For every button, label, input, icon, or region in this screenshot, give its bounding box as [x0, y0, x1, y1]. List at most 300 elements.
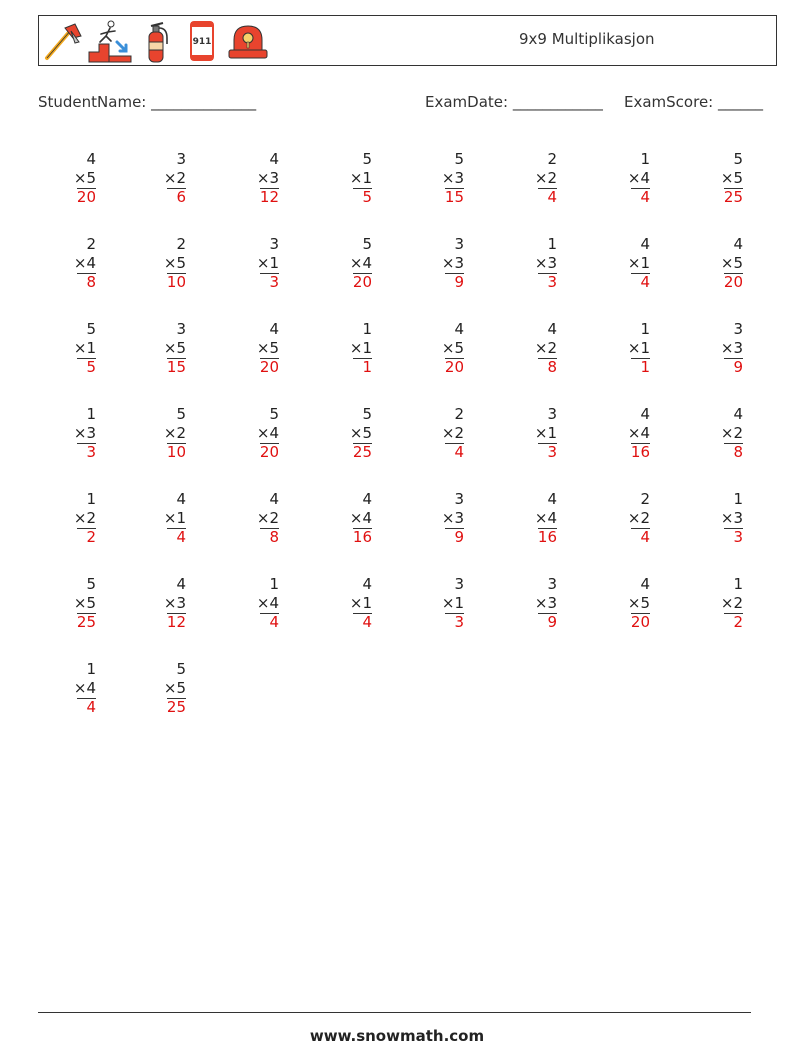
multiplicand: 4 [640, 235, 650, 253]
multiplier [442, 594, 464, 613]
problem-item [126, 575, 186, 639]
multiplier [350, 169, 372, 188]
answer: 16 [352, 528, 372, 546]
multiplicand: 4 [269, 320, 279, 338]
answer: 9 [454, 273, 464, 291]
icon-row [41, 18, 271, 64]
answer: 2 [733, 613, 743, 631]
problem-item [590, 575, 650, 639]
answer: 25 [166, 698, 186, 716]
times-sign: × [349, 424, 363, 442]
problem-item [36, 660, 96, 724]
answer: 12 [259, 188, 279, 206]
multiplier-value: 5 [176, 679, 186, 697]
multiplicand: 3 [733, 320, 743, 338]
multiplicand: 1 [269, 575, 279, 593]
multiplier-value: 3 [269, 169, 279, 187]
answer: 20 [259, 358, 279, 376]
problem-item [683, 575, 743, 639]
multiplier [721, 169, 743, 188]
multiplicand: 4 [454, 320, 464, 338]
problem-item [36, 405, 96, 469]
problem-item [312, 405, 372, 469]
answer: 20 [444, 358, 464, 376]
times-sign: × [534, 339, 548, 357]
multiplier-value: 1 [362, 594, 372, 612]
times-sign: × [441, 594, 455, 612]
multiplier [628, 509, 650, 528]
times-sign: × [441, 424, 455, 442]
multiplier-value: 5 [176, 254, 186, 272]
problem-item [590, 235, 650, 299]
multiplier [535, 424, 557, 443]
answer: 4 [362, 613, 372, 631]
answer: 8 [86, 273, 96, 291]
multiplier-value: 4 [640, 424, 650, 442]
emergency-exit-icon [87, 18, 133, 64]
multiplier [74, 339, 96, 358]
problem-item [404, 405, 464, 469]
multiplicand: 1 [86, 405, 96, 423]
times-sign: × [627, 339, 641, 357]
answer: 8 [269, 528, 279, 546]
multiplier-value: 1 [640, 339, 650, 357]
answer: 25 [352, 443, 372, 461]
answer: 20 [630, 613, 650, 631]
multiplier [628, 169, 650, 188]
answer: 15 [166, 358, 186, 376]
multiplier-value: 4 [362, 509, 372, 527]
multiplier-value: 5 [176, 339, 186, 357]
fire-extinguisher-icon [133, 18, 179, 64]
multiplier-value: 2 [733, 594, 743, 612]
problem-item [497, 235, 557, 299]
problem-item [36, 320, 96, 384]
multiplier-value: 1 [362, 339, 372, 357]
times-sign: × [163, 254, 177, 272]
problem-item [219, 235, 279, 299]
times-sign: × [534, 509, 548, 527]
multiplier [535, 594, 557, 613]
multiplier [442, 424, 464, 443]
multiplicand: 4 [640, 405, 650, 423]
problem-item [312, 235, 372, 299]
multiplicand: 1 [733, 575, 743, 593]
answer: 10 [166, 443, 186, 461]
problem-item [219, 490, 279, 554]
times-sign: × [720, 594, 734, 612]
answer: 15 [444, 188, 464, 206]
times-sign: × [627, 169, 641, 187]
multiplier-value: 4 [640, 169, 650, 187]
multiplicand: 1 [362, 320, 372, 338]
times-sign: × [441, 509, 455, 527]
multiplier [164, 339, 186, 358]
multiplier-value: 2 [547, 339, 557, 357]
multiplier-value: 3 [86, 424, 96, 442]
problem-item [497, 405, 557, 469]
multiplier [721, 254, 743, 273]
times-sign: × [534, 169, 548, 187]
answer: 4 [640, 273, 650, 291]
multiplier [628, 424, 650, 443]
times-sign: × [73, 509, 87, 527]
multiplier [257, 169, 279, 188]
problem-item [126, 235, 186, 299]
multiplicand: 2 [176, 235, 186, 253]
multiplicand: 5 [86, 575, 96, 593]
times-sign: × [256, 339, 270, 357]
problem-item [404, 150, 464, 214]
sheet-title: 9x9 Multiplikasjon [519, 30, 655, 48]
problem-item [219, 150, 279, 214]
multiplier-value: 2 [733, 424, 743, 442]
multiplier [628, 339, 650, 358]
multiplicand: 2 [454, 405, 464, 423]
answer: 4 [640, 528, 650, 546]
multiplier [164, 679, 186, 698]
multiplier-value: 1 [547, 424, 557, 442]
problem-item [312, 575, 372, 639]
multiplier [74, 169, 96, 188]
multiplier-value: 2 [269, 509, 279, 527]
multiplier-value: 4 [547, 509, 557, 527]
multiplicand: 1 [733, 490, 743, 508]
multiplier-value: 2 [547, 169, 557, 187]
multiplier-value: 4 [86, 254, 96, 272]
times-sign: × [627, 509, 641, 527]
problem-item [312, 150, 372, 214]
problem-item [590, 150, 650, 214]
multiplicand: 3 [176, 320, 186, 338]
multiplicand: 1 [640, 320, 650, 338]
multiplier [442, 509, 464, 528]
multiplicand: 4 [547, 490, 557, 508]
answer: 9 [454, 528, 464, 546]
problem-item [219, 405, 279, 469]
times-sign: × [163, 169, 177, 187]
multiplicand: 5 [176, 405, 186, 423]
answer: 20 [723, 273, 743, 291]
problem-item [590, 320, 650, 384]
multiplier-value: 1 [86, 339, 96, 357]
times-sign: × [163, 339, 177, 357]
multiplier [257, 424, 279, 443]
times-sign: × [627, 424, 641, 442]
multiplicand: 4 [269, 150, 279, 168]
times-sign: × [441, 339, 455, 357]
multiplicand: 4 [733, 405, 743, 423]
answer: 3 [86, 443, 96, 461]
multiplicand: 5 [362, 150, 372, 168]
multiplicand: 3 [454, 575, 464, 593]
multiplier-value: 2 [176, 424, 186, 442]
exam-date-field: ExamDate: ____________ [425, 93, 603, 111]
multiplier [350, 594, 372, 613]
multiplier [628, 254, 650, 273]
multiplicand: 2 [547, 150, 557, 168]
multiplier [164, 594, 186, 613]
times-sign: × [534, 254, 548, 272]
times-sign: × [73, 594, 87, 612]
multiplier-value: 5 [640, 594, 650, 612]
multiplier [350, 509, 372, 528]
multiplier-value: 4 [269, 424, 279, 442]
times-sign: × [534, 594, 548, 612]
multiplicand: 5 [176, 660, 186, 678]
times-sign: × [73, 679, 87, 697]
multiplier-value: 4 [86, 679, 96, 697]
multiplier-value: 3 [733, 509, 743, 527]
problem-item [312, 320, 372, 384]
emergency-phone-icon [179, 18, 225, 64]
answer: 4 [640, 188, 650, 206]
multiplicand: 5 [362, 405, 372, 423]
times-sign: × [349, 169, 363, 187]
student-name-field: StudentName: ______________ [38, 93, 257, 111]
problem-item [126, 320, 186, 384]
answer: 8 [733, 443, 743, 461]
multiplicand: 1 [86, 490, 96, 508]
problem-item [404, 320, 464, 384]
multiplicand: 4 [733, 235, 743, 253]
problem-item [404, 490, 464, 554]
times-sign: × [163, 594, 177, 612]
multiplier-value: 3 [733, 339, 743, 357]
multiplier-value: 5 [86, 169, 96, 187]
answer: 3 [454, 613, 464, 631]
multiplier-value: 3 [454, 254, 464, 272]
multiplier-value: 5 [269, 339, 279, 357]
multiplier-value: 2 [86, 509, 96, 527]
answer: 3 [269, 273, 279, 291]
multiplier-value: 3 [454, 509, 464, 527]
multiplier-value: 3 [454, 169, 464, 187]
multiplier [535, 169, 557, 188]
times-sign: × [441, 254, 455, 272]
answer: 12 [166, 613, 186, 631]
multiplier [74, 594, 96, 613]
answer: 4 [176, 528, 186, 546]
times-sign: × [256, 594, 270, 612]
multiplier-value: 1 [176, 509, 186, 527]
multiplier-value: 1 [269, 254, 279, 272]
multiplicand: 1 [547, 235, 557, 253]
multiplicand: 5 [362, 235, 372, 253]
times-sign: × [349, 339, 363, 357]
problem-item [590, 405, 650, 469]
multiplicand: 4 [547, 320, 557, 338]
problem-item [683, 150, 743, 214]
multiplicand: 4 [176, 490, 186, 508]
multiplicand: 3 [547, 405, 557, 423]
times-sign: × [534, 424, 548, 442]
multiplicand: 5 [86, 320, 96, 338]
answer: 9 [547, 613, 557, 631]
multiplier [628, 594, 650, 613]
multiplicand: 4 [176, 575, 186, 593]
multiplier-value: 1 [640, 254, 650, 272]
problem-item [683, 235, 743, 299]
multiplier [164, 169, 186, 188]
times-sign: × [163, 424, 177, 442]
multiplier-value: 3 [176, 594, 186, 612]
multiplicand: 4 [269, 490, 279, 508]
header-box [38, 15, 777, 66]
answer: 3 [547, 443, 557, 461]
problem-item [683, 490, 743, 554]
problem-item [36, 150, 96, 214]
answer: 16 [537, 528, 557, 546]
answer: 9 [733, 358, 743, 376]
multiplier [350, 254, 372, 273]
problem-item [497, 150, 557, 214]
multiplier [257, 594, 279, 613]
times-sign: × [256, 169, 270, 187]
answer: 1 [640, 358, 650, 376]
multiplier [442, 339, 464, 358]
multiplicand: 5 [733, 150, 743, 168]
answer: 20 [76, 188, 96, 206]
multiplier-value: 4 [269, 594, 279, 612]
problem-item [312, 490, 372, 554]
times-sign: × [163, 509, 177, 527]
multiplier [535, 509, 557, 528]
multiplicand: 3 [269, 235, 279, 253]
multiplier-value: 2 [176, 169, 186, 187]
times-sign: × [349, 509, 363, 527]
multiplier [74, 424, 96, 443]
footer-divider [38, 1012, 751, 1013]
multiplier-value: 1 [362, 169, 372, 187]
problem-item [404, 575, 464, 639]
multiplicand: 4 [362, 575, 372, 593]
problem-item [497, 320, 557, 384]
answer: 20 [352, 273, 372, 291]
times-sign: × [720, 339, 734, 357]
multiplicand: 2 [86, 235, 96, 253]
multiplier [257, 509, 279, 528]
multiplier [74, 509, 96, 528]
multiplier [442, 169, 464, 188]
multiplier-value: 2 [454, 424, 464, 442]
multiplier-value: 5 [454, 339, 464, 357]
times-sign: × [73, 169, 87, 187]
multiplier [721, 424, 743, 443]
multiplier [164, 254, 186, 273]
multiplier [721, 509, 743, 528]
answer: 4 [86, 698, 96, 716]
multiplicand: 4 [640, 575, 650, 593]
multiplier-value: 2 [640, 509, 650, 527]
multiplicand: 3 [454, 235, 464, 253]
multiplier-value: 5 [362, 424, 372, 442]
times-sign: × [163, 679, 177, 697]
times-sign: × [627, 594, 641, 612]
answer: 1 [362, 358, 372, 376]
multiplier [350, 339, 372, 358]
multiplier-value: 4 [362, 254, 372, 272]
multiplicand: 4 [86, 150, 96, 168]
times-sign: × [627, 254, 641, 272]
multiplicand: 1 [640, 150, 650, 168]
times-sign: × [73, 424, 87, 442]
problem-item [126, 150, 186, 214]
multiplier [721, 339, 743, 358]
times-sign: × [349, 254, 363, 272]
times-sign: × [720, 509, 734, 527]
times-sign: × [720, 169, 734, 187]
answer: 5 [86, 358, 96, 376]
siren-icon [225, 18, 271, 64]
answer: 4 [547, 188, 557, 206]
problem-item [497, 575, 557, 639]
multiplier [257, 254, 279, 273]
multiplier-value: 5 [86, 594, 96, 612]
answer: 2 [86, 528, 96, 546]
times-sign: × [256, 424, 270, 442]
multiplier-value: 1 [454, 594, 464, 612]
footer-site: www.snowmath.com [309, 1027, 485, 1045]
answer: 25 [76, 613, 96, 631]
times-sign: × [349, 594, 363, 612]
problem-item [36, 235, 96, 299]
problem-item [683, 320, 743, 384]
times-sign: × [720, 254, 734, 272]
multiplier [535, 339, 557, 358]
problem-item [683, 405, 743, 469]
multiplicand: 5 [454, 150, 464, 168]
multiplier [442, 254, 464, 273]
multiplicand: 2 [640, 490, 650, 508]
answer: 25 [723, 188, 743, 206]
answer: 8 [547, 358, 557, 376]
multiplicand: 1 [86, 660, 96, 678]
multiplier-value: 5 [733, 169, 743, 187]
times-sign: × [720, 424, 734, 442]
multiplicand: 3 [176, 150, 186, 168]
multiplicand: 4 [362, 490, 372, 508]
problem-item [126, 660, 186, 724]
multiplier [350, 424, 372, 443]
times-sign: × [441, 169, 455, 187]
multiplier [164, 509, 186, 528]
answer: 10 [166, 273, 186, 291]
problem-item [126, 405, 186, 469]
multiplier [721, 594, 743, 613]
problem-item [126, 490, 186, 554]
multiplier-value: 3 [547, 594, 557, 612]
fire-axe-icon [41, 18, 87, 64]
answer: 3 [733, 528, 743, 546]
answer: 6 [176, 188, 186, 206]
times-sign: × [256, 509, 270, 527]
problem-item [219, 320, 279, 384]
multiplier [74, 254, 96, 273]
problem-item [590, 490, 650, 554]
answer: 20 [259, 443, 279, 461]
times-sign: × [73, 254, 87, 272]
problem-item [219, 575, 279, 639]
problem-item [497, 490, 557, 554]
answer: 5 [362, 188, 372, 206]
times-sign: × [73, 339, 87, 357]
emergency-phone-label: 911 [192, 37, 212, 47]
multiplicand: 3 [547, 575, 557, 593]
multiplier [74, 679, 96, 698]
problem-item [404, 235, 464, 299]
multiplier [257, 339, 279, 358]
